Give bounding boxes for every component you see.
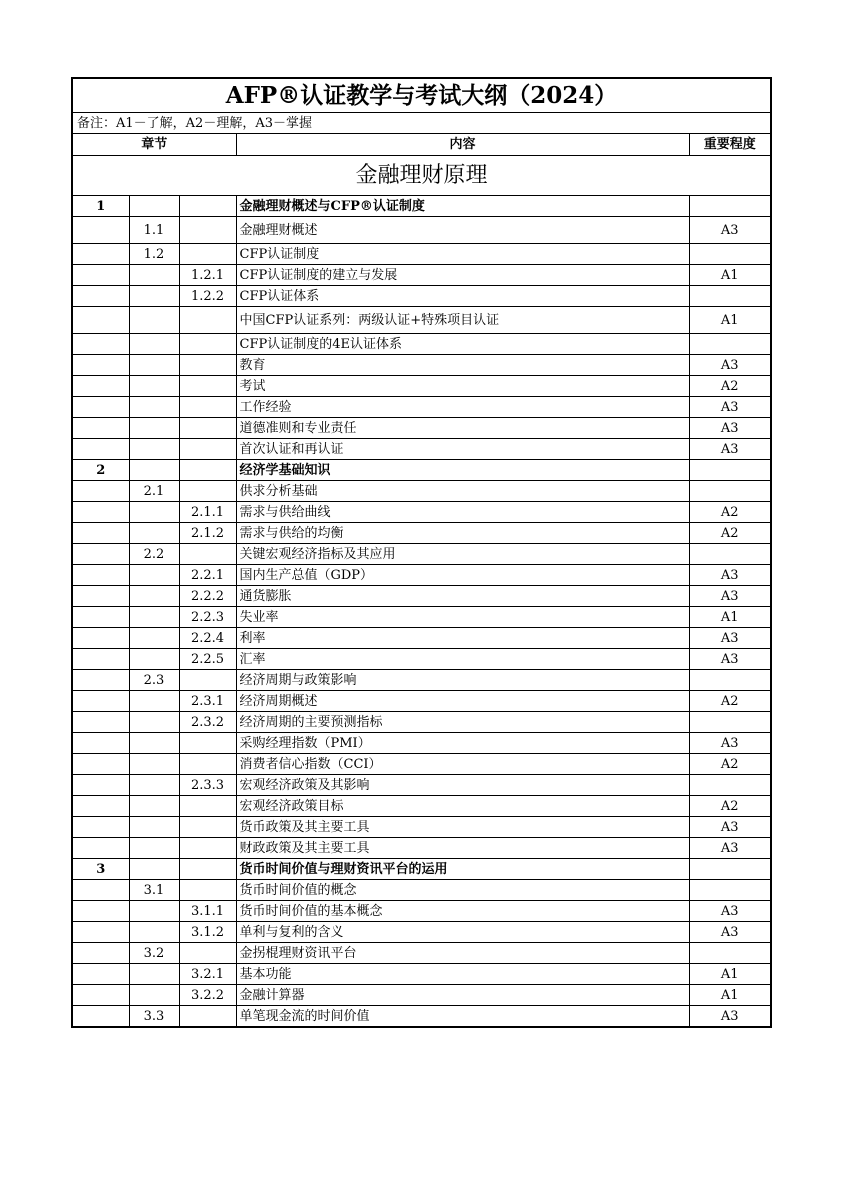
table-row — [72, 691, 771, 712]
table-row — [72, 334, 771, 355]
subsection-number-cell: 3.1.1 — [179, 901, 236, 922]
chapter-number-cell — [72, 397, 129, 418]
table-row — [72, 397, 771, 418]
subsection-number-cell: 3.2.1 — [179, 964, 236, 985]
subsection-number-cell — [179, 544, 236, 565]
chapter-number-cell — [72, 439, 129, 460]
table-row — [72, 244, 771, 265]
section-number-cell: 3.3 — [129, 1006, 179, 1028]
content-cell: CFP认证体系 — [236, 286, 689, 307]
section-number-cell — [129, 355, 179, 376]
importance-cell: A2 — [689, 754, 771, 775]
importance-cell — [689, 481, 771, 502]
chapter-number-cell — [72, 334, 129, 355]
content-cell: 金拐棍理财资讯平台 — [236, 943, 689, 964]
section-number-cell — [129, 586, 179, 607]
note-row — [72, 113, 771, 134]
content-cell: 经济周期与政策影响 — [236, 670, 689, 691]
table-row — [72, 1006, 771, 1028]
table-row — [72, 439, 771, 460]
importance-cell — [689, 775, 771, 796]
subsection-number-cell: 2.2.1 — [179, 565, 236, 586]
chapter-number-cell — [72, 544, 129, 565]
section-number-cell — [129, 733, 179, 754]
importance-cell: A3 — [689, 733, 771, 754]
chapter-number-cell: 2 — [72, 460, 129, 481]
content-cell: 国内生产总值（GDP） — [236, 565, 689, 586]
chapter-number-cell — [72, 691, 129, 712]
section-number-cell — [129, 376, 179, 397]
content-cell: 单利与复利的含义 — [236, 922, 689, 943]
subsection-number-cell — [179, 733, 236, 754]
importance-cell — [689, 334, 771, 355]
content-cell: 消费者信心指数（CCI） — [236, 754, 689, 775]
chapter-number-cell — [72, 1006, 129, 1028]
header-row — [72, 134, 771, 156]
chapter-number-cell — [72, 523, 129, 544]
chapter-number-cell — [72, 733, 129, 754]
section-number-cell — [129, 265, 179, 286]
table-row — [72, 217, 771, 244]
chapter-number-cell — [72, 244, 129, 265]
table-row — [72, 712, 771, 733]
importance-cell: A2 — [689, 691, 771, 712]
content-cell: 货币时间价值的基本概念 — [236, 901, 689, 922]
section-number-cell — [129, 196, 179, 217]
content-cell: 货币时间价值的概念 — [236, 880, 689, 901]
section-number-cell — [129, 712, 179, 733]
section-number-cell — [129, 964, 179, 985]
table-row — [72, 817, 771, 838]
importance-cell: A3 — [689, 628, 771, 649]
importance-cell — [689, 196, 771, 217]
subsection-number-cell — [179, 244, 236, 265]
importance-cell: A1 — [689, 607, 771, 628]
chapter-number-cell — [72, 565, 129, 586]
chapter-number-cell — [72, 355, 129, 376]
subsection-number-cell — [179, 307, 236, 334]
legend-note: 备注：A1－了解，A2－理解，A3－掌握 — [72, 113, 771, 134]
chapter-number-cell — [72, 265, 129, 286]
section-number-cell — [129, 775, 179, 796]
chapter-number-cell — [72, 286, 129, 307]
subsection-number-cell — [179, 376, 236, 397]
section-number-cell — [129, 397, 179, 418]
chapter-number-cell — [72, 586, 129, 607]
subsection-number-cell — [179, 754, 236, 775]
table-row — [72, 376, 771, 397]
title-row — [72, 78, 771, 113]
section-number-cell — [129, 922, 179, 943]
chapter-number-cell — [72, 670, 129, 691]
section-number-cell — [129, 628, 179, 649]
table-row — [72, 307, 771, 334]
chapter-number-cell — [72, 418, 129, 439]
subsection-number-cell: 2.1.1 — [179, 502, 236, 523]
importance-cell — [689, 670, 771, 691]
subsection-number-cell — [179, 1006, 236, 1028]
subsection-number-cell — [179, 859, 236, 880]
subsection-number-cell — [179, 460, 236, 481]
content-cell: 关键宏观经济指标及其应用 — [236, 544, 689, 565]
chapter-number-cell: 3 — [72, 859, 129, 880]
section-number-cell — [129, 460, 179, 481]
subsection-number-cell: 2.1.2 — [179, 523, 236, 544]
document-title: AFP®认证教学与考试大纲（2024） — [72, 78, 771, 113]
content-cell: CFP认证制度的4E认证体系 — [236, 334, 689, 355]
subsection-number-cell: 2.2.3 — [179, 607, 236, 628]
importance-cell — [689, 712, 771, 733]
importance-cell: A1 — [689, 307, 771, 334]
chapter-number-cell — [72, 217, 129, 244]
subsection-number-cell — [179, 397, 236, 418]
table-row — [72, 985, 771, 1006]
chapter-number-cell — [72, 775, 129, 796]
chapter-row — [72, 859, 771, 880]
importance-cell — [689, 544, 771, 565]
subsection-number-cell: 2.3.1 — [179, 691, 236, 712]
syllabus-table — [71, 77, 772, 1028]
table-row — [72, 733, 771, 754]
content-cell: 中国CFP认证系列：两级认证+特殊项目认证 — [236, 307, 689, 334]
chapter-number-cell — [72, 481, 129, 502]
importance-cell — [689, 460, 771, 481]
content-cell: 汇率 — [236, 649, 689, 670]
subsection-number-cell: 2.3.2 — [179, 712, 236, 733]
content-cell: 供求分析基础 — [236, 481, 689, 502]
chapter-number-cell — [72, 838, 129, 859]
subsection-number-cell — [179, 838, 236, 859]
chapter-number-cell — [72, 943, 129, 964]
subsection-number-cell — [179, 196, 236, 217]
table-row — [72, 544, 771, 565]
section-number-cell — [129, 439, 179, 460]
content-cell: 宏观经济政策及其影响 — [236, 775, 689, 796]
subsection-number-cell — [179, 439, 236, 460]
content-cell: 货币时间价值与理财资讯平台的运用 — [236, 859, 689, 880]
table-row — [72, 565, 771, 586]
importance-cell: A3 — [689, 586, 771, 607]
table-row — [72, 775, 771, 796]
content-cell: 经济周期的主要预测指标 — [236, 712, 689, 733]
section-number-cell — [129, 649, 179, 670]
subsection-number-cell: 2.2.5 — [179, 649, 236, 670]
subsection-number-cell — [179, 880, 236, 901]
section-number-cell — [129, 754, 179, 775]
section-number-cell — [129, 901, 179, 922]
importance-cell: A3 — [689, 439, 771, 460]
chapter-number-cell — [72, 901, 129, 922]
subsection-number-cell — [179, 670, 236, 691]
chapter-number-cell — [72, 307, 129, 334]
section-number-cell — [129, 565, 179, 586]
subsection-number-cell — [179, 481, 236, 502]
subsection-number-cell: 3.2.2 — [179, 985, 236, 1006]
importance-cell: A3 — [689, 922, 771, 943]
subsection-number-cell — [179, 355, 236, 376]
subsection-number-cell — [179, 334, 236, 355]
importance-cell: A1 — [689, 985, 771, 1006]
chapter-number-cell — [72, 796, 129, 817]
content-cell: 考试 — [236, 376, 689, 397]
importance-cell: A3 — [689, 649, 771, 670]
table-row — [72, 265, 771, 286]
table-row — [72, 670, 771, 691]
content-cell: 利率 — [236, 628, 689, 649]
content-cell: 经济学基础知识 — [236, 460, 689, 481]
content-cell: 首次认证和再认证 — [236, 439, 689, 460]
section-number-cell — [129, 985, 179, 1006]
section-number-cell — [129, 691, 179, 712]
importance-cell: A2 — [689, 502, 771, 523]
chapter-number-cell — [72, 754, 129, 775]
section-number-cell — [129, 334, 179, 355]
table-row — [72, 922, 771, 943]
chapter-row — [72, 460, 771, 481]
content-cell: 道德准则和专业责任 — [236, 418, 689, 439]
section-number-cell: 3.2 — [129, 943, 179, 964]
importance-cell: A3 — [689, 397, 771, 418]
importance-cell: A3 — [689, 217, 771, 244]
content-cell: 单笔现金流的时间价值 — [236, 1006, 689, 1028]
chapter-number-cell — [72, 922, 129, 943]
table-row — [72, 838, 771, 859]
table-row — [72, 880, 771, 901]
table-row — [72, 502, 771, 523]
table-row — [72, 754, 771, 775]
content-cell: CFP认证制度 — [236, 244, 689, 265]
section-number-cell — [129, 817, 179, 838]
content-cell: 需求与供给的均衡 — [236, 523, 689, 544]
section-number-cell — [129, 796, 179, 817]
importance-cell — [689, 943, 771, 964]
subsection-number-cell: 1.2.2 — [179, 286, 236, 307]
section-number-cell — [129, 307, 179, 334]
chapter-number-cell — [72, 649, 129, 670]
content-cell: 教育 — [236, 355, 689, 376]
importance-cell: A1 — [689, 964, 771, 985]
content-cell: 需求与供给曲线 — [236, 502, 689, 523]
table-row — [72, 523, 771, 544]
chapter-number-cell — [72, 607, 129, 628]
section-row — [72, 156, 771, 196]
section-number-cell — [129, 607, 179, 628]
importance-cell — [689, 286, 771, 307]
content-cell: 宏观经济政策目标 — [236, 796, 689, 817]
chapter-number-cell — [72, 985, 129, 1006]
content-cell: 金融理财概述与CFP®认证制度 — [236, 196, 689, 217]
importance-cell: A3 — [689, 565, 771, 586]
importance-cell: A3 — [689, 838, 771, 859]
section-number-cell: 2.3 — [129, 670, 179, 691]
table-row — [72, 355, 771, 376]
subsection-number-cell — [179, 943, 236, 964]
chapter-number-cell — [72, 502, 129, 523]
content-cell: 基本功能 — [236, 964, 689, 985]
content-cell: 采购经理指数（PMI） — [236, 733, 689, 754]
section-number-cell — [129, 859, 179, 880]
section-number-cell — [129, 502, 179, 523]
chapter-number-cell — [72, 628, 129, 649]
subsection-number-cell — [179, 817, 236, 838]
content-cell: 通货膨胀 — [236, 586, 689, 607]
importance-cell: A2 — [689, 376, 771, 397]
subsection-number-cell: 2.2.2 — [179, 586, 236, 607]
chapter-row — [72, 196, 771, 217]
table-row — [72, 481, 771, 502]
subsection-number-cell: 1.2.1 — [179, 265, 236, 286]
chapter-number-cell — [72, 817, 129, 838]
content-cell: 失业率 — [236, 607, 689, 628]
subsection-number-cell — [179, 418, 236, 439]
table-row — [72, 964, 771, 985]
importance-cell: A2 — [689, 796, 771, 817]
content-cell: 金融计算器 — [236, 985, 689, 1006]
importance-cell — [689, 244, 771, 265]
section-number-cell — [129, 286, 179, 307]
chapter-number-cell — [72, 964, 129, 985]
importance-cell: A3 — [689, 901, 771, 922]
subsection-number-cell — [179, 217, 236, 244]
table-row — [72, 649, 771, 670]
table-row — [72, 628, 771, 649]
importance-cell: A1 — [689, 265, 771, 286]
table-row — [72, 586, 771, 607]
subsection-number-cell — [179, 796, 236, 817]
content-cell: 工作经验 — [236, 397, 689, 418]
importance-cell: A3 — [689, 1006, 771, 1028]
content-cell: 经济周期概述 — [236, 691, 689, 712]
section-number-cell: 1.1 — [129, 217, 179, 244]
table-row — [72, 286, 771, 307]
content-cell: 货币政策及其主要工具 — [236, 817, 689, 838]
content-cell: 金融理财概述 — [236, 217, 689, 244]
chapter-number-cell — [72, 880, 129, 901]
table-row — [72, 418, 771, 439]
header-chapter: 章节 — [72, 134, 236, 156]
chapter-number-cell — [72, 376, 129, 397]
importance-cell: A3 — [689, 418, 771, 439]
chapter-number-cell — [72, 712, 129, 733]
importance-cell: A3 — [689, 817, 771, 838]
importance-cell — [689, 880, 771, 901]
table-row — [72, 901, 771, 922]
section-number-cell: 1.2 — [129, 244, 179, 265]
section-number-cell — [129, 838, 179, 859]
section-number-cell — [129, 523, 179, 544]
subsection-number-cell: 3.1.2 — [179, 922, 236, 943]
importance-cell: A2 — [689, 523, 771, 544]
content-cell: CFP认证制度的建立与发展 — [236, 265, 689, 286]
table-row — [72, 607, 771, 628]
section-title: 金融理财原理 — [72, 156, 771, 196]
chapter-number-cell: 1 — [72, 196, 129, 217]
header-content: 内容 — [236, 134, 689, 156]
section-number-cell: 2.2 — [129, 544, 179, 565]
section-number-cell: 3.1 — [129, 880, 179, 901]
subsection-number-cell: 2.2.4 — [179, 628, 236, 649]
section-number-cell: 2.1 — [129, 481, 179, 502]
importance-cell — [689, 859, 771, 880]
subsection-number-cell: 2.3.3 — [179, 775, 236, 796]
section-number-cell — [129, 418, 179, 439]
content-cell: 财政政策及其主要工具 — [236, 838, 689, 859]
syllabus-table-body — [72, 78, 771, 1027]
header-importance: 重要程度 — [689, 134, 771, 156]
syllabus-sheet — [71, 77, 770, 1028]
table-row — [72, 796, 771, 817]
table-row — [72, 943, 771, 964]
importance-cell: A3 — [689, 355, 771, 376]
